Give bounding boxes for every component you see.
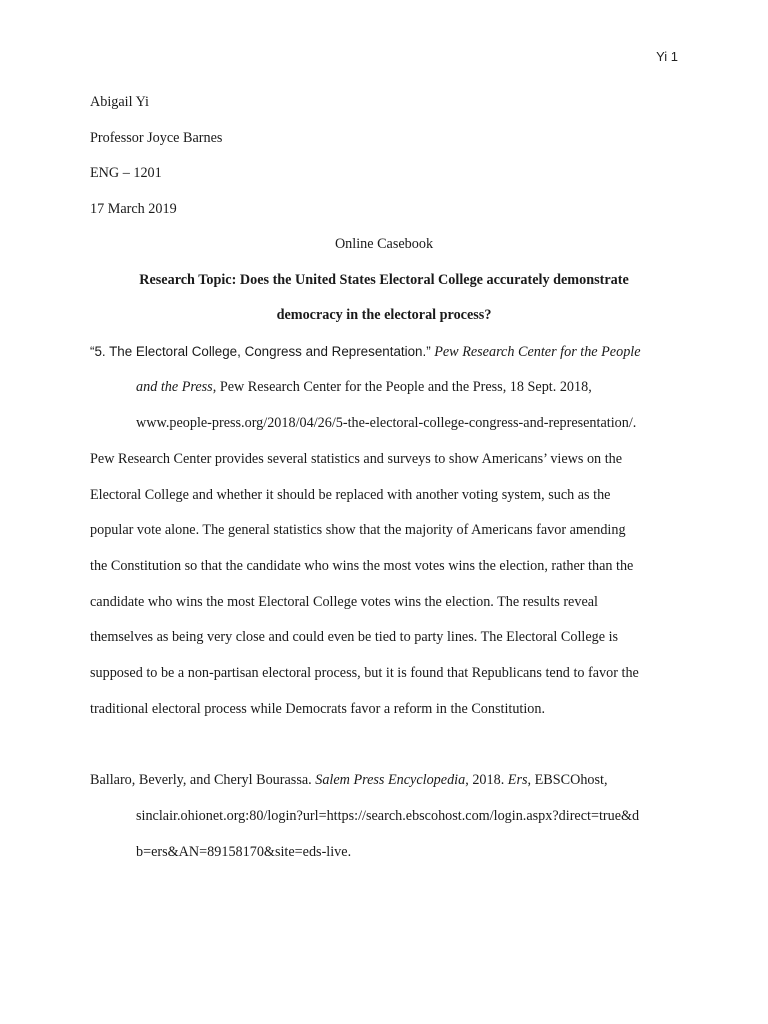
citation-2-year: , 2018.	[465, 772, 508, 788]
citation-1-publisher: , Pew Research Center for the People and the Press, 18 Sept. 2018,	[212, 379, 592, 395]
document-title: Online Casebook	[334, 236, 434, 252]
citation-1-source-cont: and the Press	[136, 379, 213, 395]
citation-2-authors: Ballaro, Beverly, and Cheryl Bourassa.	[90, 772, 316, 788]
citation-1-url: www.people-press.org/2018/04/26/5-the-electoral-college-congress-and-representation/.	[136, 415, 637, 431]
page-header-number: Yi 1	[656, 49, 678, 64]
annotation-line: popular vote alone. The general statistics show that the majority of Americans favor amending	[90, 522, 626, 538]
citation-2-line-1	[90, 771, 608, 789]
annotation-line: Electoral College and whether it should be replaced with another voting system, such as the	[90, 487, 611, 503]
annotation-line: themselves as being very close and could even be tied to party lines. The Electoral College is	[90, 629, 619, 645]
course-code: ENG – 1201	[90, 165, 162, 181]
citation-2-source: Salem Press Encyclopedia	[315, 772, 466, 788]
citation-1-title: “5. The Electoral College, Congress and Representation.”	[90, 344, 431, 359]
annotation-line: candidate who wins the most Electoral College votes wins the election. The results reveal	[90, 594, 598, 610]
annotation-line: the Constitution so that the candidate who wins the most votes wins the election, rather than the	[90, 558, 634, 574]
citation-2-database-rest: , EBSCOhost,	[527, 772, 608, 788]
annotation-line: Pew Research Center provides several statistics and surveys to show Americans’ views on the	[90, 451, 623, 467]
annotation-line: supposed to be a non-partisan electoral process, but it is found that Republicans tend to favor the	[90, 665, 639, 681]
document-date: 17 March 2019	[90, 201, 177, 217]
author-name: Abigail Yi	[90, 94, 149, 110]
citation-1-line-2	[136, 378, 592, 396]
citation-2-database: Ers	[507, 772, 528, 788]
annotation-line: traditional electoral process while Democrats favor a reform in the Constitution.	[90, 701, 546, 717]
citation-2-url-line-1: sinclair.ohionet.org:80/login?url=https://search.ebscohost.com/login.aspx?direct=true&d	[136, 808, 640, 824]
professor-name: Professor Joyce Barnes	[90, 130, 223, 146]
citation-2-url-line-2: b=ers&AN=89158170&site=eds-live.	[136, 844, 352, 860]
citation-1-line-1	[90, 343, 641, 361]
research-topic-line-1: Research Topic: Does the United States Electoral College accurately demonstrate	[139, 272, 629, 288]
citation-1-source: Pew Research Center for the People	[434, 344, 641, 360]
research-topic-line-2: democracy in the electoral process?	[276, 307, 492, 323]
